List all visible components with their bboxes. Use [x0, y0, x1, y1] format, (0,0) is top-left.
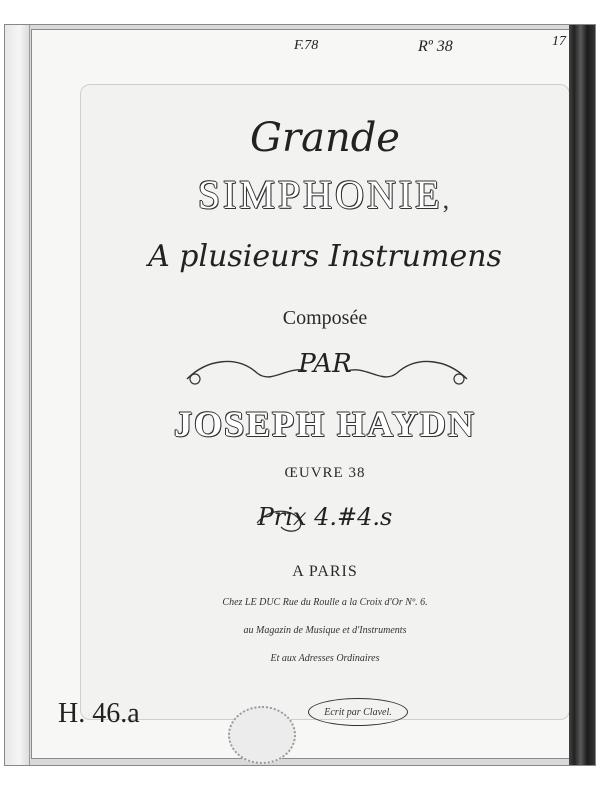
- title-simphonie: [81, 171, 569, 218]
- title-page: [31, 29, 571, 759]
- price-label: Prix 4.#4.s: [257, 503, 393, 531]
- library-stamp: [228, 706, 296, 764]
- opus-label: ŒUVRE 38: [284, 465, 366, 481]
- subtitle-instrumens: A plusieurs Instrumens: [148, 239, 502, 274]
- binding-spine: [5, 25, 30, 765]
- engraved-plate: [80, 84, 570, 720]
- engraver-cartouche: [308, 698, 408, 726]
- publisher-address: Chez LE DUC Rue du Roulle a la Croix d'Or Nº. 6.: [222, 597, 428, 608]
- composer-name: JOSEPH HAYDN: [174, 404, 476, 444]
- pencil-annotation-corner: 17: [552, 34, 566, 49]
- addresses-line: Et aux Adresses Ordinaires: [270, 653, 380, 664]
- composee-label: Composée: [282, 307, 368, 329]
- pencil-annotation-right: Rº 38: [418, 38, 453, 55]
- book-volume: [4, 24, 596, 766]
- title-grande: Grande: [250, 115, 400, 161]
- par-label: PAR: [298, 349, 352, 379]
- pencil-annotation-left: F.78: [294, 38, 319, 53]
- shop-line: au Magazin de Musique et d'Instruments: [243, 625, 407, 636]
- engraver-credit: Ecrit par Clavel.: [324, 706, 392, 718]
- title-simphonie-punct: ,: [442, 185, 453, 214]
- city-label: A PARIS: [292, 563, 358, 580]
- shelfmark-annotation: H. 46.a: [58, 698, 140, 729]
- title-simphonie-text: SIMPHONIE: [197, 172, 443, 217]
- binding-edge: [569, 25, 595, 765]
